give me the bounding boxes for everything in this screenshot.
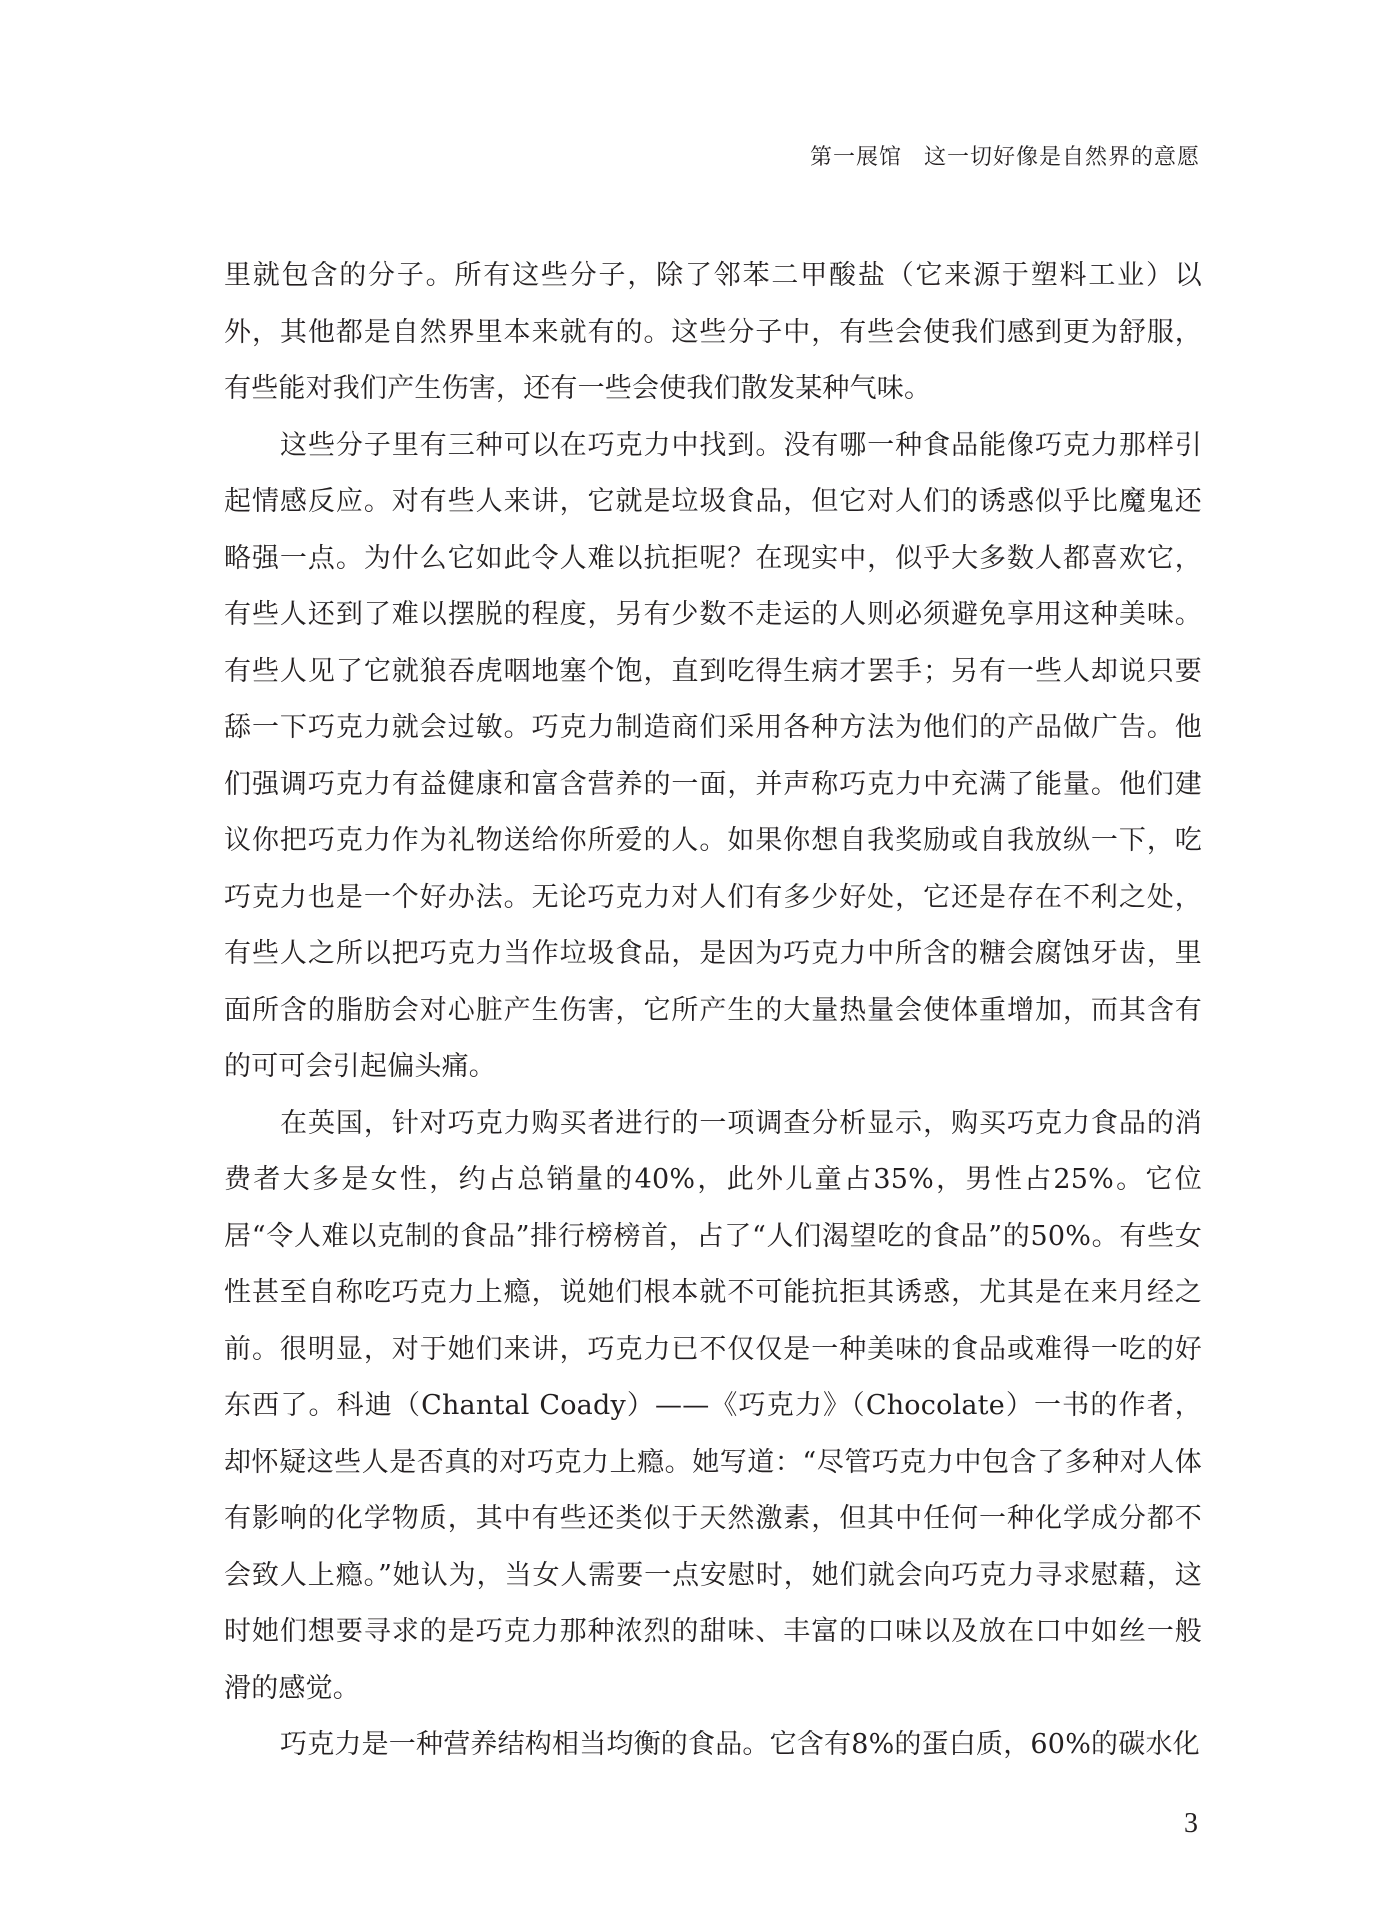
paragraph-chocolate-molecules: 这些分子里有三种可以在巧克力中找到。没有哪一种食品能像巧克力那样引起情感反应。对有些人来讲，它就是垃圾食品，但它对人们的诱惑似乎比魔鬼还略强一点。为什么它如此令人难以抗拒呢？在现实中，似乎大多数人都喜欢它，有些人还到了难以摆脱的程度，另有少数不走运的人则必须避免享用这种美味。有些人见了它就狼吞虎咽地塞个饱，直到吃得生病才罢手；另有一些人却说只要舔一下巧克力就会过敏。巧克力制造商们采用各种方法为他们的产品做广告。他们强调巧克力有益健康和富含营养的一面，并声称巧克力中充满了能量。他们建议你把巧克力作为礼物送给你所爱的人。如果你想自我奖励或自我放纵一下，吃巧克力也是一个好办法。无论巧克力对人们有多少好处，它还是存在不利之处，有些人之所以把巧克力当作垃圾食品，是因为巧克力中所含的糖会腐蚀牙齿，里面所含的脂肪会对心脏产生伤害，它所产生的大量热量会使体重增加，而其含有的可可会引起偏头痛。 (224, 429, 1202, 1082)
paragraph-continued: 里就包含的分子。所有这些分子，除了邻苯二甲酸盐（它来源于塑料工业）以外，其他都是自然界里本来就有的。这些分子中，有些会使我们感到更为舒服，有些能对我们产生伤害，还有一些会使我们散发某种气味。 (224, 260, 1202, 404)
paragraph-nutrition: 巧克力是一种营养结构相当均衡的食品。它含有8%的蛋白质，60%的碳水化 (280, 1729, 1200, 1760)
paragraph-uk-survey: 在英国，针对巧克力购买者进行的一项调查分析显示，购买巧克力食品的消费者大多是女性，约占总销量的40%，此外儿童占35%，男性占25%。它位居“令人难以克制的食品”排行榜榜首，占了“人们渴望吃的食品”的50%。有些女性甚至自称吃巧克力上瘾，说她们根本就不可能抗拒其诱惑，尤其是在来月经之前。很明显，对于她们来讲，巧克力已不仅仅是一种美味的食品或难得一吃的好东西了。科迪（Chantal Coady）——《巧克力》（Chocolate）一书的作者，却怀疑这些人是否真的对巧克力上瘾。她写道：“尽管巧克力中包含了多种对人体有影响的化学物质，其中有些还类似于天然激素，但其中任何一种化学成分都不会致人上瘾。”她认为，当女人需要一点安慰时，她们就会向巧克力寻求慰藉，这时她们想要寻求的是巧克力那种浓烈的甜味、丰富的口味以及放在口中如丝一般滑的感觉。 (224, 1107, 1202, 1704)
body-text (224, 248, 1202, 1774)
running-header (810, 143, 1200, 173)
page-number: 3 (1184, 1808, 1198, 1839)
header-title: 这一切好像是自然界的意愿 (923, 145, 1200, 170)
header-section: 第一展馆 (809, 145, 902, 170)
